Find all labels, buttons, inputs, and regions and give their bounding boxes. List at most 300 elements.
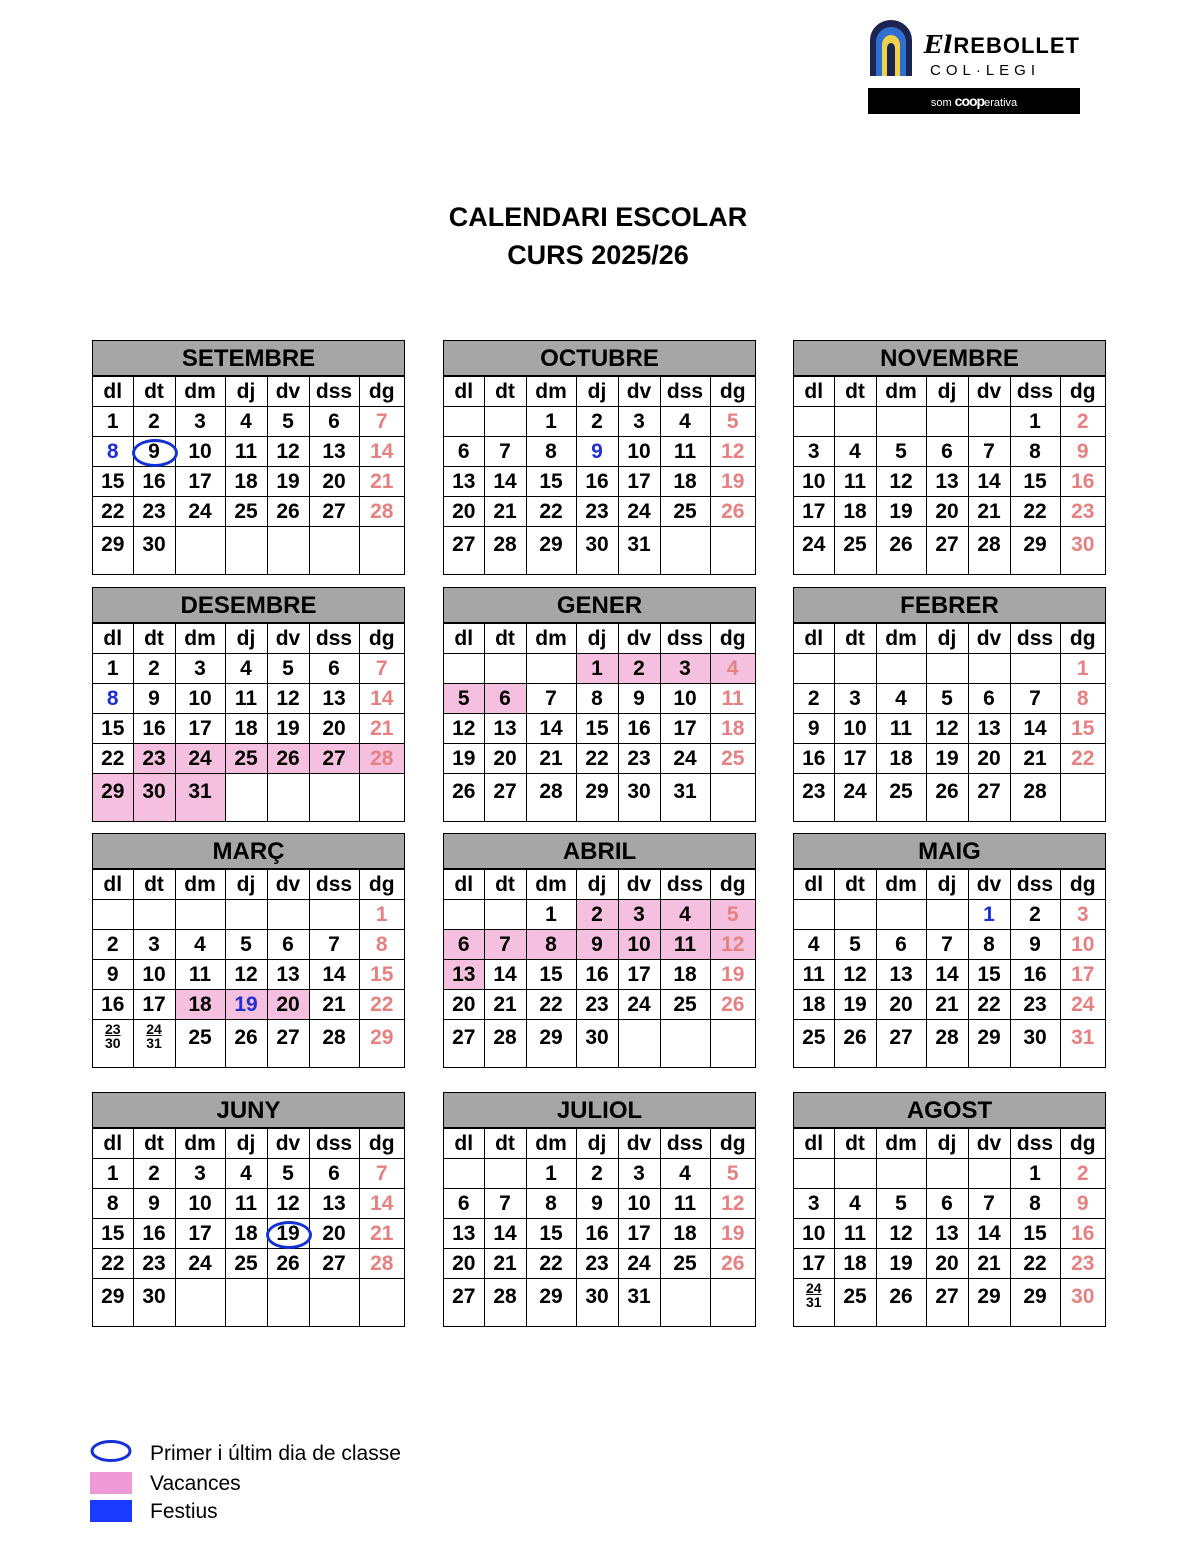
- empty-cell: [834, 407, 876, 437]
- day-cell: 29: [359, 1020, 404, 1068]
- empty-cell: [359, 527, 404, 575]
- day-cell: 27: [444, 1020, 484, 1068]
- vacation-swatch: [90, 1472, 132, 1494]
- day-cell: 15: [1060, 714, 1105, 744]
- weekday-header: dm: [526, 377, 576, 407]
- day-cell: 12: [267, 437, 309, 467]
- day-cell: 10: [794, 1219, 834, 1249]
- empty-cell: [710, 1279, 755, 1327]
- day-cell: 5: [710, 407, 755, 437]
- day-cell: 17: [175, 1219, 225, 1249]
- page-subtitle: CURS 2025/26: [507, 240, 689, 270]
- weekday-header: dj: [576, 870, 618, 900]
- day-cell: 16: [133, 467, 175, 497]
- day-cell: 19: [926, 744, 968, 774]
- day-cell: 11: [175, 960, 225, 990]
- month-octubre: [443, 340, 756, 575]
- day-cell: 18: [660, 1219, 710, 1249]
- day-cell: 11: [876, 714, 926, 744]
- day-cell: 24: [1060, 990, 1105, 1020]
- day-cell: 14: [926, 960, 968, 990]
- day-cell: 4: [834, 1189, 876, 1219]
- day-cell: 1: [1010, 1159, 1060, 1189]
- empty-cell: [175, 527, 225, 575]
- day-cell: 8: [1010, 1189, 1060, 1219]
- empty-cell: [876, 900, 926, 930]
- day-cell: 17: [618, 467, 660, 497]
- day-cell: 29: [526, 527, 576, 575]
- empty-cell: [926, 654, 968, 684]
- empty-cell: [175, 1279, 225, 1327]
- weekday-header: dt: [834, 377, 876, 407]
- day-cell: 24: [175, 744, 225, 774]
- weekday-header: dl: [444, 624, 484, 654]
- weekday-header: dj: [576, 377, 618, 407]
- empty-cell: [484, 407, 526, 437]
- day-cell: 25: [794, 1020, 834, 1068]
- weekday-header: dt: [834, 870, 876, 900]
- day-cell: 1: [93, 407, 133, 437]
- day-cell: 9: [93, 960, 133, 990]
- day-cell: 10: [834, 714, 876, 744]
- day-cell: 14: [526, 714, 576, 744]
- empty-cell: [267, 774, 309, 822]
- weekday-header: dj: [225, 624, 267, 654]
- day-cell: 10: [175, 684, 225, 714]
- weekday-header: dg: [359, 377, 404, 407]
- day-cell: 5: [834, 930, 876, 960]
- day-cell: 19: [267, 467, 309, 497]
- month-name: GENER: [444, 587, 755, 623]
- day-cell: 4: [834, 437, 876, 467]
- day-cell: 18: [834, 1249, 876, 1279]
- day-cell: 27: [926, 527, 968, 575]
- day-cell: 1: [576, 654, 618, 684]
- day-cell: 23: [1060, 497, 1105, 527]
- day-cell: 20: [444, 990, 484, 1020]
- day-cell: 14: [359, 684, 404, 714]
- empty-cell: [309, 774, 359, 822]
- day-cell: 8: [576, 684, 618, 714]
- day-cell: 29: [576, 774, 618, 822]
- arch-logo-icon: [868, 20, 914, 76]
- weekday-header: dg: [710, 870, 755, 900]
- day-cell: 26: [444, 774, 484, 822]
- month-name: JULIOL: [444, 1092, 755, 1128]
- weekday-header: dl: [444, 1129, 484, 1159]
- weekday-header: dss: [660, 870, 710, 900]
- day-cell: 29: [1010, 527, 1060, 575]
- weekday-header: dss: [660, 624, 710, 654]
- weekday-header: dl: [794, 624, 834, 654]
- weekday-header: dt: [484, 624, 526, 654]
- day-cell: 3: [618, 407, 660, 437]
- day-cell: 30: [618, 774, 660, 822]
- day-cell: 12: [267, 684, 309, 714]
- day-cell: 28: [484, 1020, 526, 1068]
- day-cell: 15: [93, 467, 133, 497]
- day-cell: 20: [876, 990, 926, 1020]
- day-cell: 23: [1010, 990, 1060, 1020]
- day-cell: 22: [526, 497, 576, 527]
- day-cell: 30: [133, 527, 175, 575]
- weekday-header: dt: [484, 1129, 526, 1159]
- weekday-header: dm: [175, 377, 225, 407]
- day-cell: 3: [618, 1159, 660, 1189]
- empty-cell: [359, 774, 404, 822]
- empty-cell: [968, 654, 1010, 684]
- day-cell: 30: [576, 1279, 618, 1327]
- day-cell: 14: [309, 960, 359, 990]
- logo-tagline: som cooperativa: [868, 88, 1080, 114]
- month-desembre: [92, 587, 405, 822]
- day-cell: 27: [444, 1279, 484, 1327]
- day-cell: 28: [484, 1279, 526, 1327]
- day-cell: 21: [484, 1249, 526, 1279]
- day-cell: 7: [359, 654, 404, 684]
- day-cell: 17: [618, 1219, 660, 1249]
- empty-cell: [794, 1159, 834, 1189]
- day-cell: 13: [484, 714, 526, 744]
- day-cell: 20: [309, 714, 359, 744]
- day-cell: 25: [225, 744, 267, 774]
- day-cell: 23: [1060, 1249, 1105, 1279]
- day-cell: 9: [576, 437, 618, 467]
- day-cell: 2: [93, 930, 133, 960]
- empty-cell: [309, 527, 359, 575]
- day-cell: 2: [1060, 1159, 1105, 1189]
- day-cell: 30: [1010, 1020, 1060, 1068]
- empty-cell: [926, 1159, 968, 1189]
- day-cell: 17: [175, 467, 225, 497]
- day-cell: 22: [968, 990, 1010, 1020]
- day-cell: 8: [93, 437, 133, 467]
- day-cell: 14: [484, 1219, 526, 1249]
- day-cell: 5: [267, 654, 309, 684]
- month-name: NOVEMBRE: [794, 340, 1105, 376]
- day-cell: 3: [1060, 900, 1105, 930]
- month-juny: [92, 1092, 405, 1327]
- empty-cell: [710, 774, 755, 822]
- day-cell: 16: [794, 744, 834, 774]
- day-cell: 16: [576, 1219, 618, 1249]
- day-cell: 24: [618, 1249, 660, 1279]
- day-cell: 30: [133, 774, 175, 822]
- day-cell: 21: [359, 1219, 404, 1249]
- day-cell: 16: [133, 1219, 175, 1249]
- day-cell: 14: [359, 1189, 404, 1219]
- day-cell: 4: [225, 407, 267, 437]
- day-cell: 10: [1060, 930, 1105, 960]
- empty-cell: [444, 654, 484, 684]
- empty-cell: [794, 654, 834, 684]
- day-cell: 8: [1010, 437, 1060, 467]
- empty-cell: [359, 1279, 404, 1327]
- day-cell: 29: [93, 1279, 133, 1327]
- month-name: MAIG: [794, 833, 1105, 869]
- day-cell: 20: [309, 1219, 359, 1249]
- day-cell: 28: [309, 1020, 359, 1068]
- day-cell: 8: [968, 930, 1010, 960]
- day-cell: 19: [267, 714, 309, 744]
- day-cell: 14: [968, 1219, 1010, 1249]
- day-cell: 13: [444, 1219, 484, 1249]
- month-name: OCTUBRE: [444, 340, 755, 376]
- day-cell: 31: [1060, 1020, 1105, 1068]
- day-cell: 15: [1010, 1219, 1060, 1249]
- day-cell: 17: [834, 744, 876, 774]
- logo-brand-name: ElREBOLLET: [924, 30, 1080, 59]
- empty-cell: [876, 1159, 926, 1189]
- day-cell: 11: [834, 467, 876, 497]
- day-cell: 6: [926, 1189, 968, 1219]
- day-cell: 22: [526, 1249, 576, 1279]
- day-cell: 6: [309, 407, 359, 437]
- weekday-header: dl: [444, 377, 484, 407]
- empty-cell: [267, 1279, 309, 1327]
- empty-cell: [876, 654, 926, 684]
- day-cell: 15: [576, 714, 618, 744]
- day-cell: 26: [834, 1020, 876, 1068]
- day-cell: 17: [618, 960, 660, 990]
- day-cell: 18: [710, 714, 755, 744]
- day-cell: 9: [133, 1189, 175, 1219]
- day-cell: 13: [309, 437, 359, 467]
- day-cell: 27: [309, 1249, 359, 1279]
- weekday-header: dg: [359, 1129, 404, 1159]
- day-cell: 28: [359, 744, 404, 774]
- day-cell: 10: [175, 1189, 225, 1219]
- day-cell: 6: [309, 1159, 359, 1189]
- day-cell: 4: [660, 1159, 710, 1189]
- month-name: AGOST: [794, 1092, 1105, 1128]
- day-cell: 22: [1010, 1249, 1060, 1279]
- weekday-header: dg: [359, 624, 404, 654]
- day-cell: 18: [876, 744, 926, 774]
- weekday-header: dm: [526, 870, 576, 900]
- day-cell: 20: [926, 1249, 968, 1279]
- day-cell: 19: [710, 467, 755, 497]
- day-cell: 1: [526, 900, 576, 930]
- day-cell: 31: [660, 774, 710, 822]
- empty-cell: [225, 1279, 267, 1327]
- day-cell: 15: [968, 960, 1010, 990]
- school-logo: [866, 18, 1082, 116]
- empty-cell: [444, 900, 484, 930]
- day-cell: 6: [484, 684, 526, 714]
- day-cell: 2: [1010, 900, 1060, 930]
- weekday-header: dv: [267, 1129, 309, 1159]
- weekday-header: dg: [1060, 624, 1105, 654]
- day-cell: 6: [968, 684, 1010, 714]
- weekday-header: dss: [1010, 870, 1060, 900]
- day-cell: 9: [576, 1189, 618, 1219]
- day-cell: 7: [926, 930, 968, 960]
- weekday-header: dss: [660, 377, 710, 407]
- day-cell: 2: [794, 684, 834, 714]
- empty-cell: [660, 1279, 710, 1327]
- month-name: MARÇ: [93, 833, 404, 869]
- day-cell: 11: [660, 1189, 710, 1219]
- day-cell: 11: [794, 960, 834, 990]
- empty-cell: [968, 407, 1010, 437]
- day-cell: 22: [93, 1249, 133, 1279]
- day-cell: 1: [93, 654, 133, 684]
- day-cell: 10: [618, 1189, 660, 1219]
- day-cell: 9: [618, 684, 660, 714]
- day-cell: 14: [359, 437, 404, 467]
- empty-cell: [710, 527, 755, 575]
- day-cell: 28: [968, 527, 1010, 575]
- day-cell: 30: [1060, 1279, 1105, 1327]
- day-cell: 16: [576, 467, 618, 497]
- weekday-header: dg: [710, 624, 755, 654]
- day-cell-split: [133, 1020, 175, 1068]
- day-cell: 11: [660, 930, 710, 960]
- empty-cell: [93, 900, 133, 930]
- weekday-header: dl: [93, 870, 133, 900]
- weekday-header: dm: [526, 624, 576, 654]
- month-gener: [443, 587, 756, 822]
- day-cell: 5: [926, 684, 968, 714]
- day-cell: 31: [618, 1279, 660, 1327]
- empty-cell: [618, 1020, 660, 1068]
- day-number: 24: [805, 1280, 822, 1296]
- day-cell: 17: [133, 990, 175, 1020]
- day-cell: 27: [444, 527, 484, 575]
- day-cell: 28: [359, 497, 404, 527]
- day-cell: 14: [1010, 714, 1060, 744]
- day-cell: 2: [618, 654, 660, 684]
- day-cell: 9: [794, 714, 834, 744]
- day-cell: 9: [1060, 1189, 1105, 1219]
- day-cell: 6: [444, 1189, 484, 1219]
- weekday-header: dt: [834, 1129, 876, 1159]
- day-cell: 29: [526, 1020, 576, 1068]
- day-cell: 26: [267, 1249, 309, 1279]
- empty-cell: [1060, 774, 1105, 822]
- holiday-swatch: [90, 1500, 132, 1522]
- day-cell: 26: [876, 527, 926, 575]
- day-cell: 25: [710, 744, 755, 774]
- empty-cell: [444, 1159, 484, 1189]
- day-cell: 13: [968, 714, 1010, 744]
- day-cell: 14: [484, 467, 526, 497]
- day-cell: 15: [93, 1219, 133, 1249]
- weekday-header: dt: [133, 870, 175, 900]
- weekday-header: dm: [876, 870, 926, 900]
- day-cell: 7: [359, 407, 404, 437]
- day-cell: 19: [225, 990, 267, 1020]
- day-cell: 23: [794, 774, 834, 822]
- day-cell-split: [794, 1279, 834, 1327]
- day-cell: 13: [926, 1219, 968, 1249]
- day-cell: 7: [359, 1159, 404, 1189]
- day-cell: 26: [710, 990, 755, 1020]
- day-cell: 18: [225, 1219, 267, 1249]
- day-cell: 4: [175, 930, 225, 960]
- empty-cell: [926, 407, 968, 437]
- day-cell: 18: [225, 467, 267, 497]
- month-maig: [793, 833, 1106, 1068]
- day-cell: 3: [834, 684, 876, 714]
- day-cell: 8: [526, 930, 576, 960]
- weekday-header: dj: [225, 870, 267, 900]
- day-cell: 24: [175, 1249, 225, 1279]
- month-novembre: [793, 340, 1106, 575]
- day-cell: 12: [710, 437, 755, 467]
- day-cell: 27: [309, 497, 359, 527]
- day-cell: 21: [484, 497, 526, 527]
- day-cell: 27: [309, 744, 359, 774]
- day-cell: 26: [267, 744, 309, 774]
- day-number: 30: [104, 1035, 121, 1051]
- weekday-header: dm: [876, 377, 926, 407]
- day-cell: 15: [526, 1219, 576, 1249]
- empty-cell: [1010, 654, 1060, 684]
- day-cell: 3: [794, 437, 834, 467]
- day-number: 24: [146, 1021, 162, 1037]
- day-cell: 17: [1060, 960, 1105, 990]
- day-cell: 3: [618, 900, 660, 930]
- day-cell: 20: [309, 467, 359, 497]
- day-cell: 3: [794, 1189, 834, 1219]
- day-cell: 21: [359, 714, 404, 744]
- day-cell: 8: [359, 930, 404, 960]
- weekday-header: dt: [484, 870, 526, 900]
- day-cell: 10: [794, 467, 834, 497]
- month-name: FEBRER: [794, 587, 1105, 623]
- day-cell: 5: [267, 407, 309, 437]
- day-cell: 29: [968, 1279, 1010, 1327]
- day-cell: 11: [660, 437, 710, 467]
- day-cell: 11: [834, 1219, 876, 1249]
- day-cell: 16: [1010, 960, 1060, 990]
- blue-circle-icon: [90, 1440, 132, 1462]
- day-cell: 4: [225, 654, 267, 684]
- weekday-header: dg: [1060, 377, 1105, 407]
- weekday-header: dt: [834, 624, 876, 654]
- day-cell: 19: [834, 990, 876, 1020]
- day-cell: 19: [876, 497, 926, 527]
- day-cell: 8: [93, 684, 133, 714]
- logo-subtitle: COL·LEGI: [930, 62, 1041, 79]
- day-cell: 22: [93, 497, 133, 527]
- day-cell: 24: [618, 990, 660, 1020]
- day-cell: 4: [660, 407, 710, 437]
- day-cell: 3: [660, 654, 710, 684]
- weekday-header: dj: [576, 1129, 618, 1159]
- day-cell: 5: [710, 900, 755, 930]
- day-cell: 10: [133, 960, 175, 990]
- day-cell: 15: [526, 960, 576, 990]
- day-cell: 11: [225, 437, 267, 467]
- day-cell: 1: [93, 1159, 133, 1189]
- day-cell: 9: [1060, 437, 1105, 467]
- day-cell: 18: [175, 990, 225, 1020]
- day-cell: 9: [133, 684, 175, 714]
- day-cell: 12: [926, 714, 968, 744]
- day-cell: 12: [710, 1189, 755, 1219]
- day-cell: 26: [267, 497, 309, 527]
- day-cell: 16: [1060, 1219, 1105, 1249]
- day-cell: 5: [876, 437, 926, 467]
- day-cell: 7: [968, 1189, 1010, 1219]
- day-cell: 16: [133, 714, 175, 744]
- weekday-header: dv: [968, 377, 1010, 407]
- day-cell: 21: [484, 990, 526, 1020]
- weekday-header: dj: [225, 1129, 267, 1159]
